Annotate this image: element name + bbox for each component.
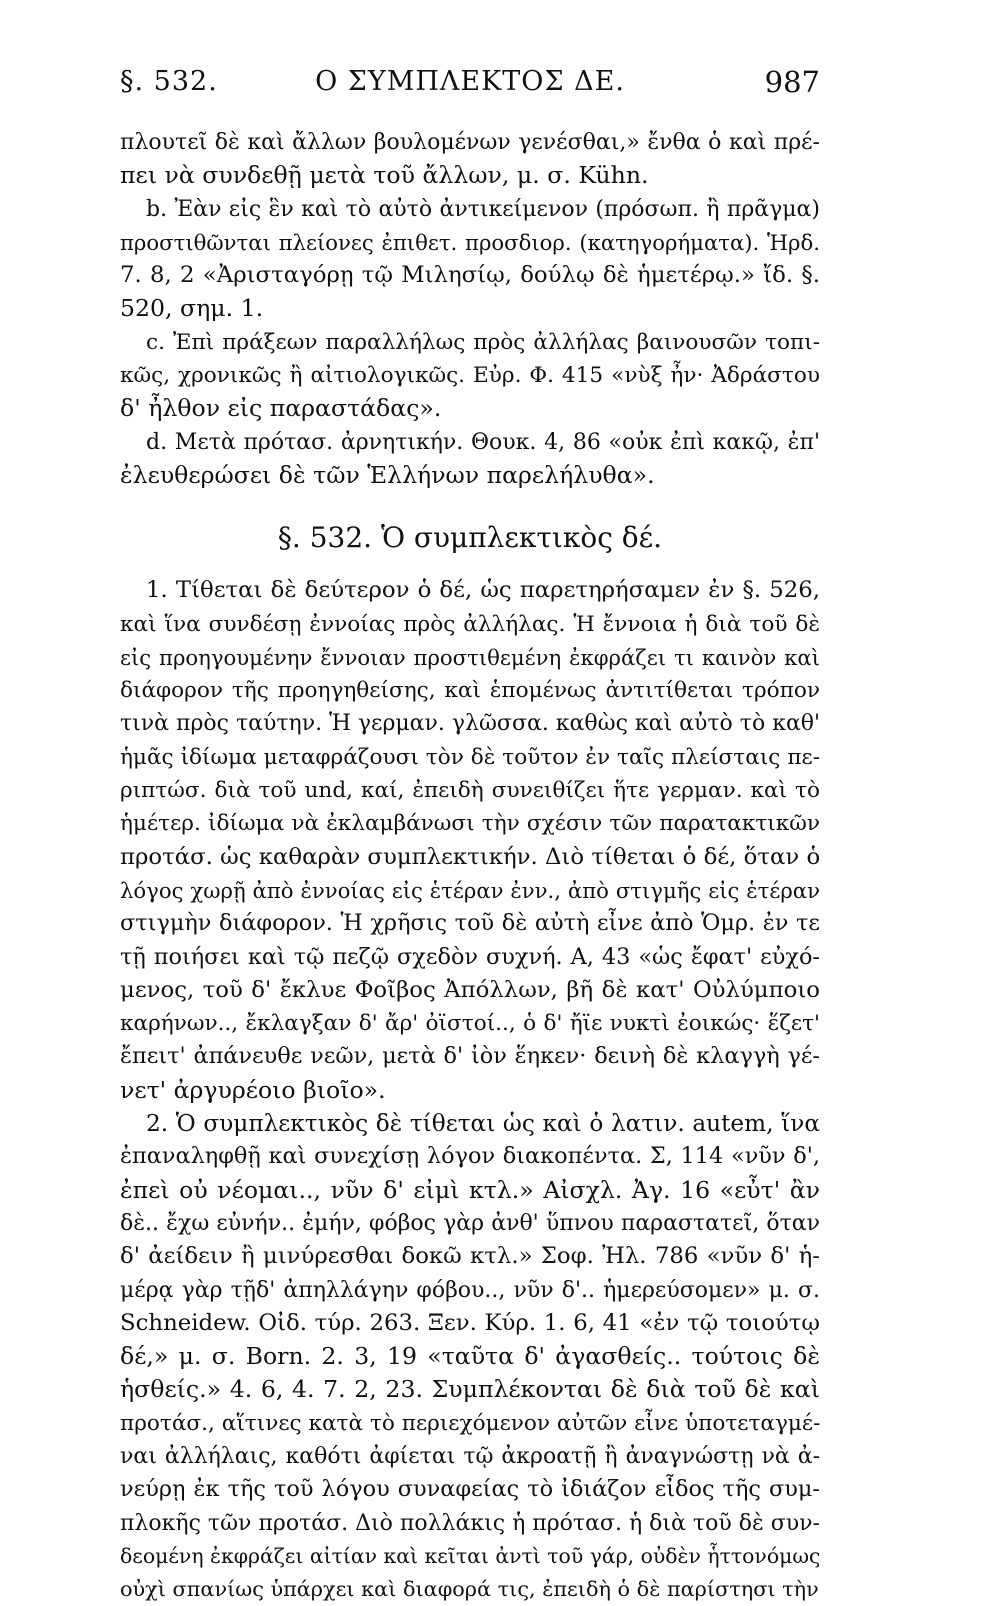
section-number: §. 532. [120,66,218,97]
text-line: καὶ ἵνα συνδέσῃ ἐννοίας πρὸς ἀλλήλας. Ἡ ἔννοια ἡ διὰ τοῦ δὲ [120,611,820,637]
text-line: ἡμᾶς ἰδίωμα μεταφράζουσι τὸν δὲ τοῦτον ἐν ταῖς πλείσταις πε- [120,744,820,770]
running-header [120,62,820,102]
text-line: στιγμὴν διάφορον. Ἡ χρῆσις τοῦ δὲ αὐτὴ εἶνε ἀπὸ Ὁμρ. ἐν τε [120,910,820,937]
text-line: δὲ.. ἔχω εὐνήν.. ἐμήν, φόβος γὰρ ἀνθ' ὕπνου παραστατεῖ, ὅταν [120,1210,820,1236]
text-line: ἐπαναληφθῇ καὶ συνεχίσῃ λόγον διακοπέντα. Σ, 114 «νῦν δ', [120,1143,820,1170]
text-line: ἡμέτερ. ἰδίωμα νὰ ἐκλαμβάνωσι τὴν σχέσιν τῶν παρατακτικῶν [120,811,820,837]
text-line: πλοκῆς τῶν προτάσ. Διὸ πολλάκις ἡ πρότασ. ἡ διὰ τοῦ δὲ συν- [120,1510,820,1536]
text-line: οὐχὶ σπανίως ὑπάρχει καὶ διαφορά τις, ἐπειδὴ ὁ δὲ παρίστησι τὴν [120,1577,819,1602]
text-line: μέρᾳ γὰρ τῇδ' ἀπηλλάγην φόβου.., νῦν δ'.. ἡμερεύσομεν» μ. σ. [120,1277,820,1303]
text-line: ἐπεὶ οὐ νέομαι.., νῦν δ' εἰμὶ κτλ.» Αἰσχλ. Ἀγ. 16 «εὖτ' ἂν [120,1175,820,1204]
text-line: ἐλευθερώσει δὲ τῶν Ἑλλήνων παρελήλυθα». [120,460,655,489]
text-line: εἰς προηγουμένην ἔννοιαν προστιθεμένη ἐκφράζει τι καινὸν καὶ [120,644,820,670]
text-line: δεομένη ἐκφράζει αἰτίαν καὶ κεῖται ἀντὶ τοῦ γάρ, οὐδὲν ἧττονόμως [120,1543,821,1568]
text-line: καρήνων.., ἔκλαγξαν δ' ἄρ' ὀϊστοί.., ὁ δ' ἤϊε νυκτὶ ἐοικώς· ἕζετ' [120,1011,820,1037]
text-line: Schneidew. Οἰδ. τύρ. 263. Ξεν. Κύρ. 1. 6, 41 «ἐν τῷ τοιούτῳ [120,1309,820,1336]
text-line: ριπτώσ. διὰ τοῦ und, καί, ἐπειδὴ συνειθίζει ἥτε γερμαν. καὶ τὸ [120,778,820,804]
section-heading: §. 532. Ὁ συμπλεκτικὸς δέ. [277,521,663,555]
paragraph-block-1 [120,126,820,492]
text-line: τῇ ποιήσει καὶ τῷ πεζῷ σχεδὸν συχνή. Α, 43 «ὡς ἔφατ' εὐχό- [120,943,820,970]
text-line: διάφορον τῆς προηγηθείσης, καὶ ἑπομένως ἀντιτίθεται τρόπον [120,678,820,704]
text-line: προτάσ. ὡς καθαρὰν συμπλεκτικήν. Διὸ τίθεται ὁ δέ, ὅταν ὁ [120,843,821,870]
text-line: 7. 8, 2 «Ἀρισταγόρῃ τῷ Μιλησίῳ, δούλῳ δὲ ἡμετέρῳ.» ἴδ. §. [120,262,820,289]
text-line: λόγος χωρῇ ἀπὸ ἐννοίας εἰς ἑτέραν ἐνν., ἀπὸ στιγμῆς εἰς ἑτέραν [120,877,820,903]
text-line: ἡσθείς.» 4. 6, 4. 7. 2, 23. Συμπλέκονται δὲ διὰ τοῦ δὲ καὶ [120,1375,820,1404]
text-line: νεύρῃ ἐκ τῆς τοῦ λόγου συναφείας τὸ ἰδιάζον εἶδος τῆς συμ- [120,1476,820,1503]
text-line: νετ' ἀργυρέοιο βιοῖο». [120,1075,386,1104]
text-line: προστιθῶνται πλείονες ἐπιθετ. προσδιορ. (κατηγορήματα). Ἡρδ. [120,229,820,255]
text-line: μενος, τοῦ δ' ἔκλυε Φοῖβος Ἀπόλλων, βῆ δὲ κατ' Οὐλύμποιο [120,976,820,1003]
text-line: κῶς, χρονικῶς ἢ αἰτιολογικῶς. Εὐρ. Φ. 415 «νὺξ ἦν· Ἀδράστου [120,363,820,389]
text-line: d. Μετὰ πρότασ. ἀρνητικήν. Θουκ. 4, 86 «οὐκ ἐπὶ κακῷ, ἐπ' [146,429,820,455]
text-line: b. Ἐὰν εἰς ἓν καὶ τὸ αὐτὸ ἀντικείμενον (πρόσωπ. ἢ πρᾶγμα) [146,196,820,222]
text-line: 520, σημ. 1. [120,294,264,323]
text-line: 1. Τίθεται δὲ δεύτερον ὁ δέ, ὡς παρετηρήσαμεν ἐν §. 526, [146,577,820,604]
text-line: δ' ἦλθον εἰς παραστάδας». [120,394,442,423]
text-line: δέ,» μ. σ. Born. 2. 3, 19 «ταῦτα δ' ἀγασθείς.. τούτοις δὲ [120,1342,820,1371]
text-line: πλουτεῖ δὲ καὶ ἄλλων βουλομένων γενέσθαι,» ἔνθα ὁ καὶ πρέ- [120,130,820,155]
text-line: ἔπειτ' ἀπάνευθε νεῶν, μετὰ δ' ἰὸν ἕηκεν· δεινὴ δὲ κλαγγὴ γέ- [120,1043,820,1070]
running-title: Ο ΣΥΜΠΛΕΚΤΟΣ ΔΕ. [315,66,625,97]
page-number: 987 [764,65,820,99]
text-line: τινὰ πρὸς ταύτην. Ἡ γερμαν. γλῶσσα. καθὼς καὶ αὐτὸ τὸ καθ' [120,711,821,737]
page-body [120,126,820,1606]
text-line: προτάσ., αἵτινες κατὰ τὸ περιεχόμενον αὐτῶν εἶνε ὑποτεταγμέ- [120,1410,821,1436]
text-line: 2. Ὁ συμπλεκτικὸς δὲ τίθεται ὡς καὶ ὁ λατιν. autem, ἵνα [146,1110,820,1138]
text-line: πει νὰ συνδεθῇ μετὰ τοῦ ἄλλων, μ. σ. Kühn. [120,161,649,190]
text-line: c. Ἐπὶ πράξεων παραλλήλως πρὸς ἀλλήλας βαινουσῶν τοπι- [146,329,820,355]
text-line: ναι ἀλλήλαις, καθότι ἀφίεται τῷ ἀκροατῇ ἢ ἀναγνώστῃ νὰ ἀ- [120,1443,820,1469]
paragraph-block-2 [120,574,820,1606]
text-line: δ' ἀείδειν ἢ μινύρεσθαι δοκῶ κτλ.» Σοφ. Ἠλ. 786 «νῦν δ' ἡ- [120,1243,820,1270]
